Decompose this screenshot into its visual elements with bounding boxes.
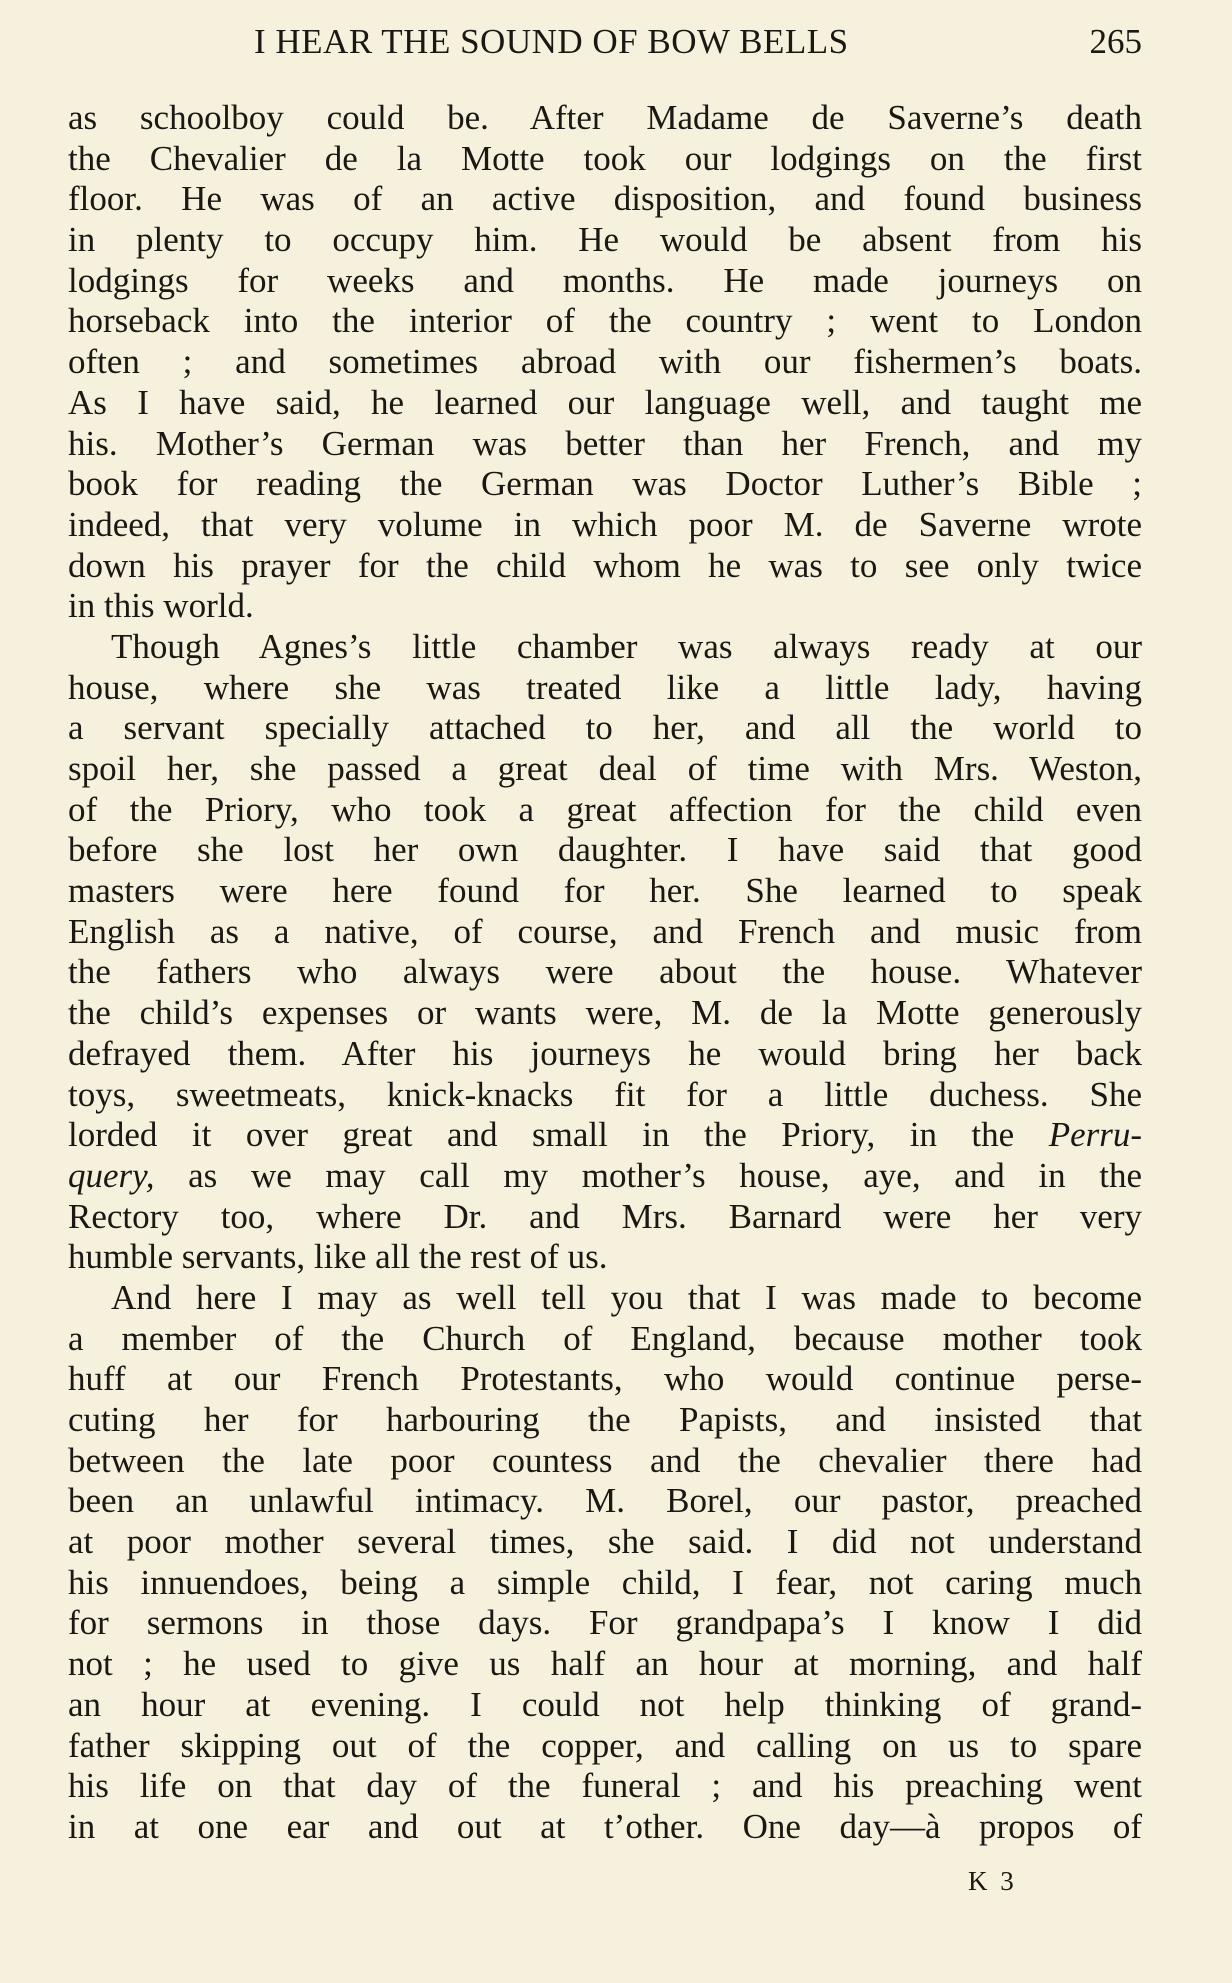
text-line: before she lost her own daughter. I have said that good — [68, 830, 1142, 870]
text-line: between the late poor countess and the chevalier there had — [68, 1440, 1142, 1480]
text-line: English as a native, of course, and French and music from — [68, 911, 1142, 951]
text-line: often ; and sometimes abroad with our fishermen’s boats. — [68, 342, 1142, 382]
text-line: been an unlawful intimacy. M. Borel, our pastor, preached — [68, 1481, 1142, 1521]
text-line: in at one ear and out at t’other. One day—à propos of — [68, 1806, 1142, 1846]
text-line: And here I may as well tell you that I was made to become — [111, 1277, 1142, 1317]
text-line: down his prayer for the child whom he was to see only twice — [68, 545, 1142, 585]
page-number: 265 — [1089, 22, 1142, 61]
text-line: his life on that day of the funeral ; and his preaching went — [68, 1766, 1142, 1806]
text-line: horseback into the interior of the country ; went to London — [68, 301, 1142, 341]
text-line: indeed, that very volume in which poor M. de Saverne wrote — [68, 504, 1142, 544]
text-segment: as we may call my mother’s house, aye, and in the — [154, 1155, 1142, 1195]
text-line: his innuendoes, being a simple child, I fear, not caring much — [68, 1562, 1142, 1602]
text-line: in plenty to occupy him. He would be absent from his — [68, 220, 1142, 260]
text-line: the child’s expenses or wants were, M. de la Motte generously — [68, 993, 1142, 1033]
text-line: not ; he used to give us half an hour at morning, and half — [68, 1644, 1142, 1684]
text-line: of the Priory, who took a great affection for the child even — [68, 789, 1142, 829]
text-line: lodgings for weeks and months. He made journeys on — [68, 260, 1142, 300]
text-segment: lorded it over great and small in the Priory, in the — [68, 1115, 1015, 1155]
text-line: a servant specially attached to her, and all the world to — [68, 708, 1142, 748]
text-line: huff at our French Protestants, who would continue perse- — [68, 1359, 1142, 1399]
text-line: Rectory too, where Dr. and Mrs. Barnard were her very — [68, 1196, 1142, 1236]
text-line: his. Mother’s German was better than her French, and my — [68, 423, 1142, 463]
text-line: cuting her for harbouring the Papists, and insisted that — [68, 1400, 1142, 1439]
text-line: toys, sweetmeats, knick-knacks fit for a little duchess. She — [68, 1074, 1142, 1114]
text-line: spoil her, she passed a great deal of time with Mrs. Weston, — [68, 749, 1142, 788]
text-line: humble servants, like all the rest of us. — [68, 1237, 608, 1277]
text-line: Though Agnes’s little chamber was always ready at our — [111, 626, 1142, 666]
text-line: in this world. — [68, 586, 254, 626]
text-line: As I have said, he learned our language well, and taught me — [68, 382, 1142, 422]
running-head: I HEAR THE SOUND OF BOW BELLS — [254, 22, 849, 61]
body-text — [68, 98, 1142, 1848]
text-line: defrayed them. After his journeys he would bring her back — [68, 1033, 1142, 1073]
text-line: book for reading the German was Doctor Luther’s Bible ; — [68, 464, 1142, 504]
text-line — [68, 1156, 1142, 1197]
italic-word: Perru- — [1048, 1115, 1143, 1155]
text-line: as schoolboy could be. After Madame de Saverne’s death — [68, 98, 1142, 137]
text-line: at poor mother several times, she said. I did not understand — [68, 1522, 1142, 1562]
text-line: for sermons in those days. For grandpapa’s I know I did — [68, 1603, 1142, 1643]
text-line: an hour at evening. I could not help thinking of grand- — [68, 1684, 1142, 1724]
italic-word: query, — [68, 1155, 155, 1195]
text-line: the fathers who always were about the house. Whatever — [68, 952, 1142, 992]
text-line — [68, 1115, 1142, 1156]
page-header — [68, 22, 1142, 68]
text-line: house, where she was treated like a little lady, having — [68, 667, 1142, 707]
text-line: father skipping out of the copper, and calling on us to spare — [68, 1725, 1142, 1765]
text-line: a member of the Church of England, because mother took — [68, 1318, 1142, 1358]
text-line: masters were here found for her. She learned to speak — [68, 871, 1142, 911]
signature-mark: K 3 — [968, 1866, 1017, 1896]
text-line: the Chevalier de la Motte took our lodgings on the first — [68, 138, 1142, 178]
text-line: floor. He was of an active disposition, and found business — [68, 179, 1142, 219]
